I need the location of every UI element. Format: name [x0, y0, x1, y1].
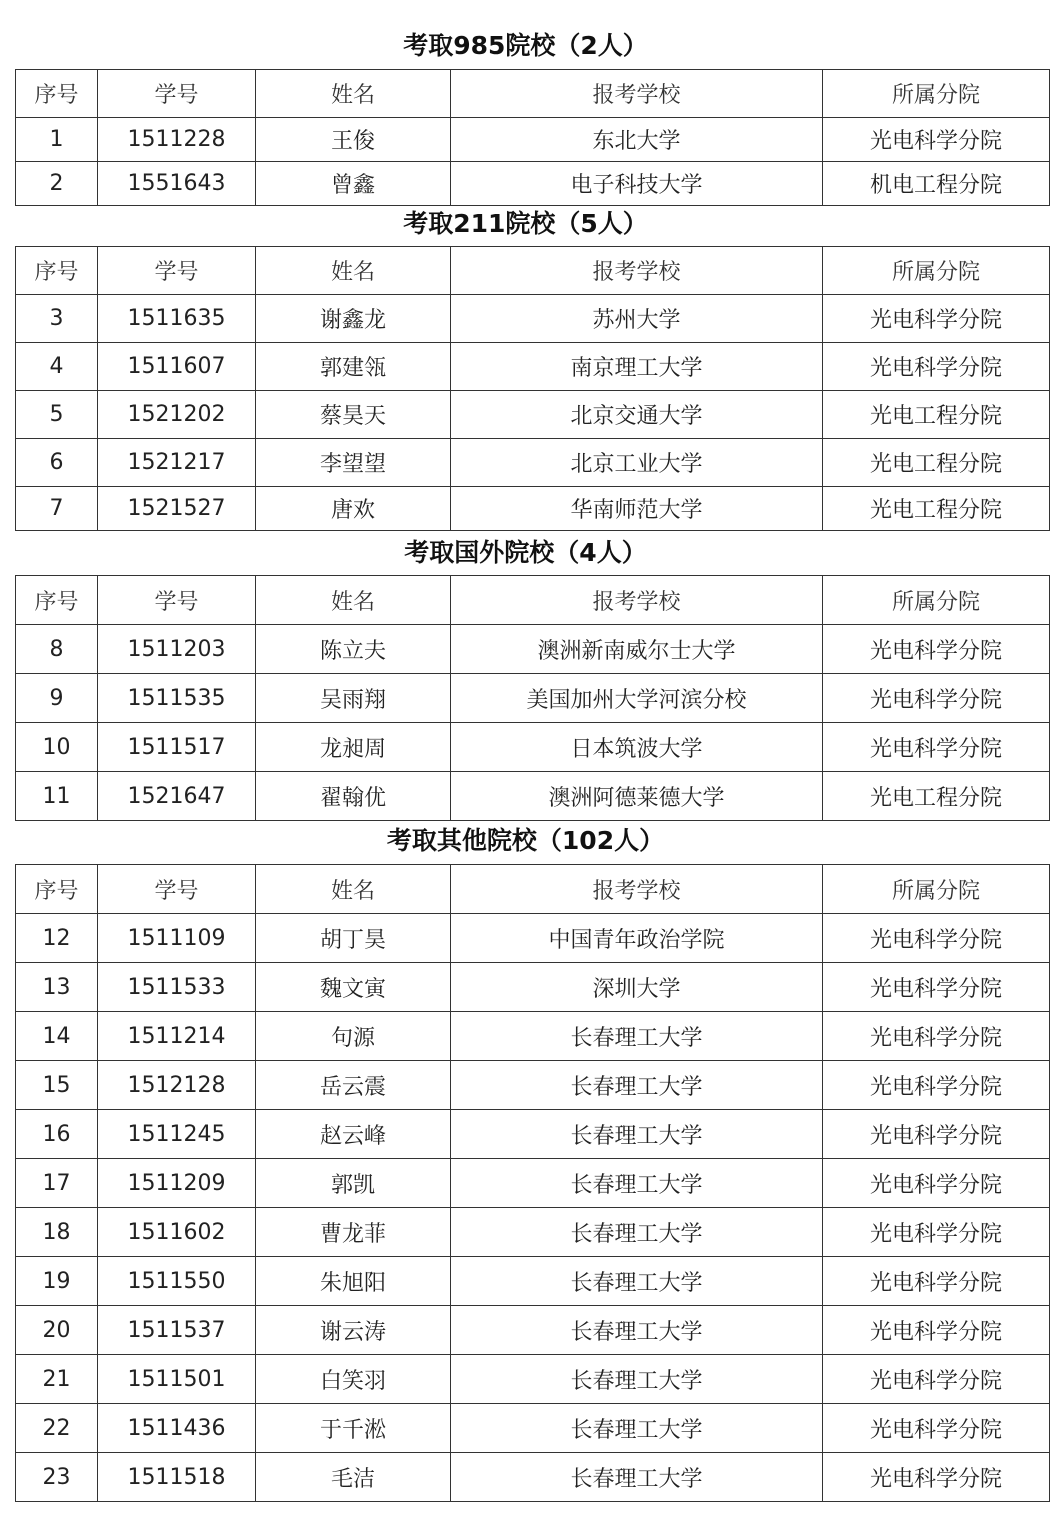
table-row — [16, 1061, 1050, 1110]
section-title-other: 考取其他院校（102人） — [386, 826, 665, 855]
cell-name: 曾鑫 — [256, 162, 451, 206]
header-index: 序号 — [16, 70, 98, 118]
cell-school: 华南师范大学 — [451, 487, 823, 531]
cell-college: 光电科学分院 — [823, 1257, 1050, 1306]
cell-student-id: 1511109 — [98, 914, 256, 963]
cell-college: 光电工程分院 — [823, 487, 1050, 531]
cell-index: 18 — [16, 1208, 98, 1257]
table-overseas — [15, 575, 1050, 821]
cell-school: 长春理工大学 — [451, 1061, 823, 1110]
cell-school: 电子科技大学 — [451, 162, 823, 206]
table-row — [16, 118, 1050, 162]
cell-index: 20 — [16, 1306, 98, 1355]
cell-index: 14 — [16, 1012, 98, 1061]
cell-college: 光电科学分院 — [823, 625, 1050, 674]
header-college: 所属分院 — [823, 576, 1050, 625]
table-row — [16, 914, 1050, 963]
cell-name: 蔡昊天 — [256, 391, 451, 439]
cell-index: 19 — [16, 1257, 98, 1306]
cell-index: 12 — [16, 914, 98, 963]
cell-index: 22 — [16, 1404, 98, 1453]
cell-index: 17 — [16, 1159, 98, 1208]
cell-name: 魏文寅 — [256, 963, 451, 1012]
cell-school: 美国加州大学河滨分校 — [451, 674, 823, 723]
cell-name: 谢云涛 — [256, 1306, 451, 1355]
cell-index: 21 — [16, 1355, 98, 1404]
cell-college: 光电科学分院 — [823, 723, 1050, 772]
table-row — [16, 1012, 1050, 1061]
cell-name: 于千淞 — [256, 1404, 451, 1453]
cell-student-id: 1521202 — [98, 391, 256, 439]
cell-college: 光电科学分院 — [823, 1404, 1050, 1453]
cell-name: 龙昶周 — [256, 723, 451, 772]
cell-index: 1 — [16, 118, 98, 162]
cell-school: 中国青年政治学院 — [451, 914, 823, 963]
cell-student-id: 1511607 — [98, 343, 256, 391]
cell-student-id: 1511245 — [98, 1110, 256, 1159]
cell-index: 11 — [16, 772, 98, 821]
header-index: 序号 — [16, 247, 98, 295]
table-row — [16, 1306, 1050, 1355]
cell-college: 光电科学分院 — [823, 674, 1050, 723]
cell-school: 长春理工大学 — [451, 1012, 823, 1061]
table-row — [16, 1257, 1050, 1306]
table-985 — [15, 69, 1050, 206]
cell-school: 南京理工大学 — [451, 343, 823, 391]
table-row — [16, 391, 1050, 439]
cell-student-id: 1521527 — [98, 487, 256, 531]
table-row — [16, 963, 1050, 1012]
header-student-id: 学号 — [98, 247, 256, 295]
section-title-overseas: 考取国外院校（4人） — [404, 538, 647, 567]
table-row — [16, 1208, 1050, 1257]
cell-index: 13 — [16, 963, 98, 1012]
cell-school: 长春理工大学 — [451, 1110, 823, 1159]
cell-name: 岳云震 — [256, 1061, 451, 1110]
cell-student-id: 1511228 — [98, 118, 256, 162]
header-name: 姓名 — [256, 247, 451, 295]
cell-student-id: 1511518 — [98, 1453, 256, 1502]
cell-college: 光电科学分院 — [823, 1012, 1050, 1061]
table-row — [16, 1453, 1050, 1502]
cell-school: 长春理工大学 — [451, 1404, 823, 1453]
cell-college: 光电科学分院 — [823, 1110, 1050, 1159]
header-student-id: 学号 — [98, 576, 256, 625]
header-student-id: 学号 — [98, 865, 256, 914]
section-title-985: 考取985院校（2人） — [403, 31, 648, 60]
cell-student-id: 1511436 — [98, 1404, 256, 1453]
cell-school: 长春理工大学 — [451, 1257, 823, 1306]
cell-student-id: 1511533 — [98, 963, 256, 1012]
cell-name: 王俊 — [256, 118, 451, 162]
header-student-id: 学号 — [98, 70, 256, 118]
cell-student-id: 1511209 — [98, 1159, 256, 1208]
cell-name: 郭凯 — [256, 1159, 451, 1208]
header-school: 报考学校 — [451, 70, 823, 118]
table-row — [16, 439, 1050, 487]
cell-student-id: 1512128 — [98, 1061, 256, 1110]
cell-college: 机电工程分院 — [823, 162, 1050, 206]
cell-student-id: 1551643 — [98, 162, 256, 206]
table-row — [16, 772, 1050, 821]
cell-school: 东北大学 — [451, 118, 823, 162]
cell-index: 15 — [16, 1061, 98, 1110]
cell-college: 光电科学分院 — [823, 1306, 1050, 1355]
table-row — [16, 1159, 1050, 1208]
table-row — [16, 625, 1050, 674]
cell-name: 李望望 — [256, 439, 451, 487]
table-row — [16, 295, 1050, 343]
cell-college: 光电工程分院 — [823, 391, 1050, 439]
table-other — [15, 864, 1050, 1502]
cell-college: 光电科学分院 — [823, 343, 1050, 391]
cell-college: 光电工程分院 — [823, 772, 1050, 821]
header-name: 姓名 — [256, 70, 451, 118]
cell-student-id: 1511602 — [98, 1208, 256, 1257]
cell-name: 赵云峰 — [256, 1110, 451, 1159]
cell-index: 10 — [16, 723, 98, 772]
cell-student-id: 1511501 — [98, 1355, 256, 1404]
cell-name: 翟翰优 — [256, 772, 451, 821]
table-row — [16, 1110, 1050, 1159]
header-row — [16, 576, 1050, 625]
cell-index: 7 — [16, 487, 98, 531]
cell-school: 长春理工大学 — [451, 1208, 823, 1257]
cell-name: 吴雨翔 — [256, 674, 451, 723]
header-college: 所属分院 — [823, 247, 1050, 295]
cell-student-id: 1521647 — [98, 772, 256, 821]
header-name: 姓名 — [256, 576, 451, 625]
cell-college: 光电科学分院 — [823, 1208, 1050, 1257]
cell-college: 光电科学分院 — [823, 1355, 1050, 1404]
table-row — [16, 1404, 1050, 1453]
section-title-211: 考取211院校（5人） — [403, 209, 648, 238]
cell-index: 8 — [16, 625, 98, 674]
table-211 — [15, 246, 1050, 531]
header-row — [16, 247, 1050, 295]
header-school: 报考学校 — [451, 576, 823, 625]
cell-student-id: 1521217 — [98, 439, 256, 487]
cell-school: 长春理工大学 — [451, 1453, 823, 1502]
header-college: 所属分院 — [823, 865, 1050, 914]
table-row — [16, 1355, 1050, 1404]
cell-index: 5 — [16, 391, 98, 439]
header-school: 报考学校 — [451, 865, 823, 914]
cell-name: 谢鑫龙 — [256, 295, 451, 343]
cell-student-id: 1511535 — [98, 674, 256, 723]
cell-name: 郭建瓴 — [256, 343, 451, 391]
header-index: 序号 — [16, 576, 98, 625]
cell-index: 9 — [16, 674, 98, 723]
cell-college: 光电科学分院 — [823, 1061, 1050, 1110]
cell-school: 深圳大学 — [451, 963, 823, 1012]
cell-name: 毛洁 — [256, 1453, 451, 1502]
cell-school: 澳洲阿德莱德大学 — [451, 772, 823, 821]
cell-index: 23 — [16, 1453, 98, 1502]
cell-school: 长春理工大学 — [451, 1159, 823, 1208]
cell-college: 光电科学分院 — [823, 914, 1050, 963]
cell-name: 陈立夫 — [256, 625, 451, 674]
table-row — [16, 723, 1050, 772]
cell-index: 4 — [16, 343, 98, 391]
cell-index: 6 — [16, 439, 98, 487]
cell-school: 苏州大学 — [451, 295, 823, 343]
table-row — [16, 487, 1050, 531]
table-row — [16, 674, 1050, 723]
cell-student-id: 1511517 — [98, 723, 256, 772]
cell-college: 光电科学分院 — [823, 1159, 1050, 1208]
cell-school: 澳洲新南威尔士大学 — [451, 625, 823, 674]
cell-school: 北京工业大学 — [451, 439, 823, 487]
cell-student-id: 1511550 — [98, 1257, 256, 1306]
cell-school: 长春理工大学 — [451, 1355, 823, 1404]
cell-college: 光电工程分院 — [823, 439, 1050, 487]
cell-student-id: 1511537 — [98, 1306, 256, 1355]
cell-name: 白笑羽 — [256, 1355, 451, 1404]
cell-name: 句源 — [256, 1012, 451, 1061]
table-row — [16, 343, 1050, 391]
header-index: 序号 — [16, 865, 98, 914]
cell-college: 光电科学分院 — [823, 963, 1050, 1012]
header-row — [16, 70, 1050, 118]
cell-school: 北京交通大学 — [451, 391, 823, 439]
table-row — [16, 162, 1050, 206]
cell-college: 光电科学分院 — [823, 118, 1050, 162]
cell-index: 3 — [16, 295, 98, 343]
cell-school: 长春理工大学 — [451, 1306, 823, 1355]
cell-student-id: 1511635 — [98, 295, 256, 343]
cell-student-id: 1511214 — [98, 1012, 256, 1061]
cell-school: 日本筑波大学 — [451, 723, 823, 772]
cell-index: 16 — [16, 1110, 98, 1159]
cell-name: 曹龙菲 — [256, 1208, 451, 1257]
header-school: 报考学校 — [451, 247, 823, 295]
header-name: 姓名 — [256, 865, 451, 914]
cell-index: 2 — [16, 162, 98, 206]
cell-name: 胡丁昊 — [256, 914, 451, 963]
header-row — [16, 865, 1050, 914]
cell-college: 光电科学分院 — [823, 295, 1050, 343]
cell-name: 唐欢 — [256, 487, 451, 531]
cell-name: 朱旭阳 — [256, 1257, 451, 1306]
cell-college: 光电科学分院 — [823, 1453, 1050, 1502]
header-college: 所属分院 — [823, 70, 1050, 118]
cell-student-id: 1511203 — [98, 625, 256, 674]
